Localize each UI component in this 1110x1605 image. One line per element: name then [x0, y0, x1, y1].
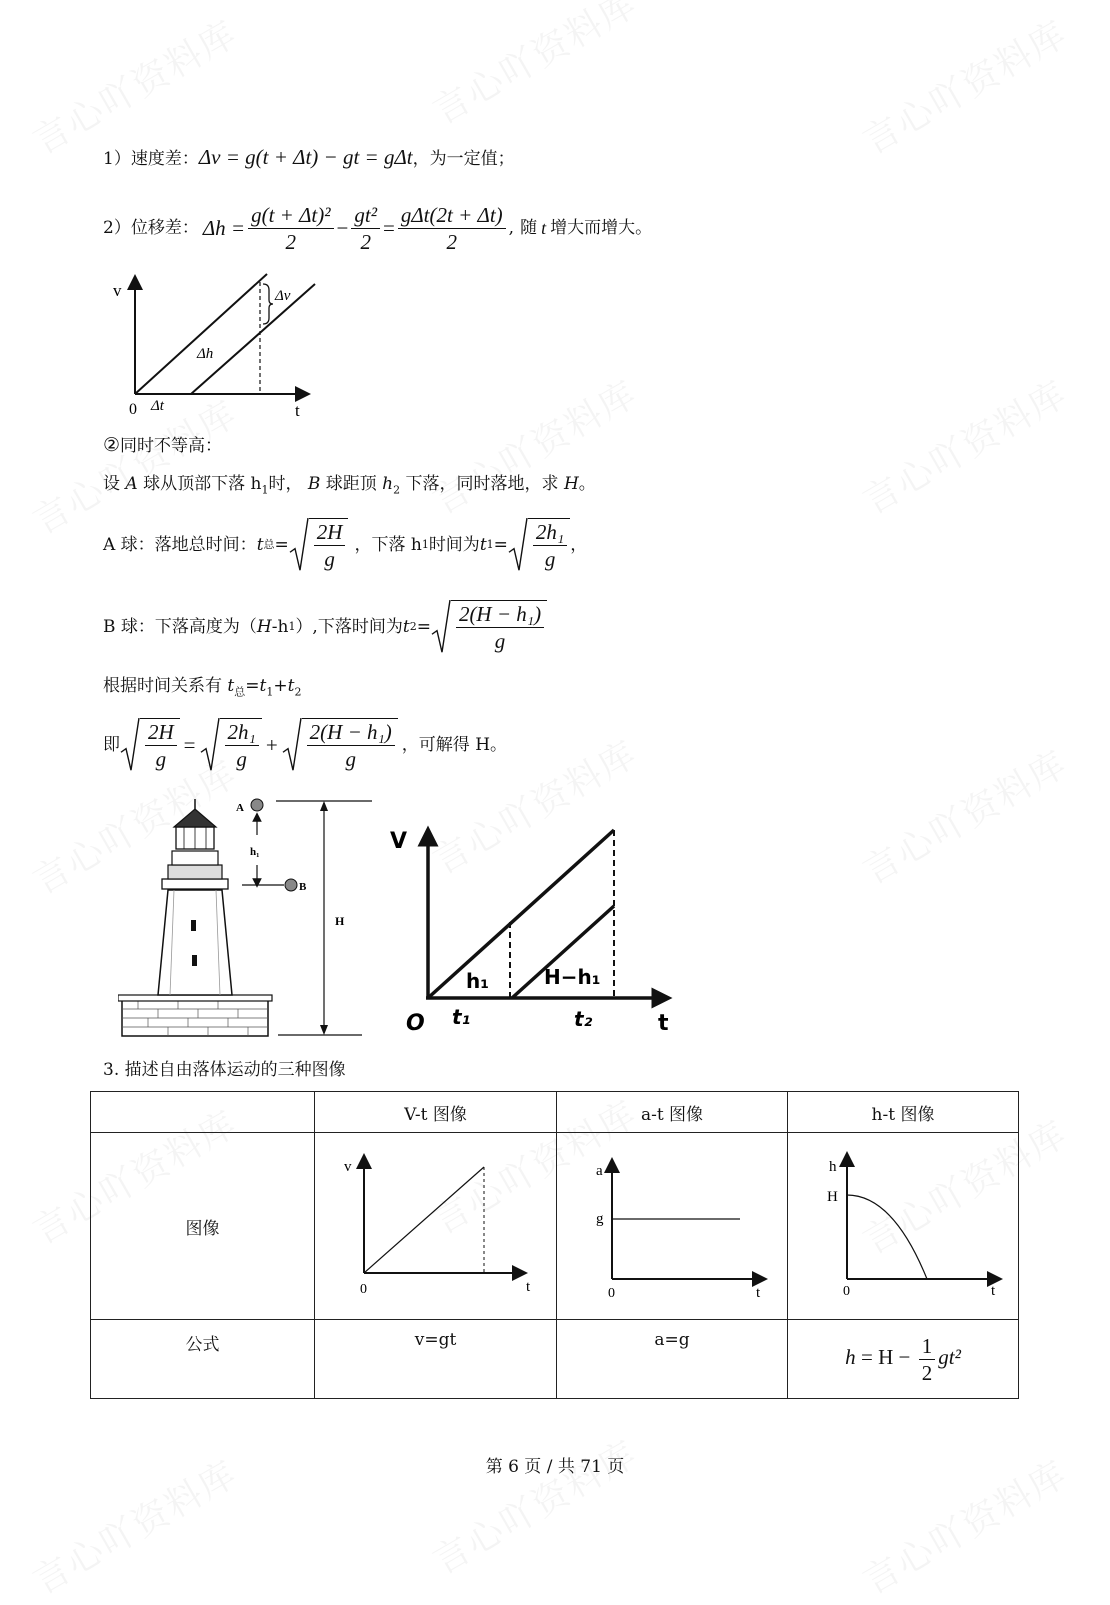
ball-B-label: B: [299, 881, 307, 893]
ball-A-label: A: [236, 802, 244, 814]
equals-sign: =: [274, 535, 289, 555]
page-footer: 第 6 页 / 共 71 页: [485, 1457, 625, 1477]
axis-t-label: t: [756, 1284, 761, 1299]
ballB-H: H: [256, 617, 272, 637]
ht-formula-h: h: [845, 1344, 856, 1369]
solve-line: [103, 712, 507, 778]
ht-graph-cell: [788, 1133, 1019, 1320]
frac-numerator: g(t + Δt)²: [248, 202, 333, 229]
ballB-label: B 球：下落高度为（: [103, 617, 257, 637]
setup-sub: 2: [393, 483, 401, 497]
frac-denominator: 2: [285, 229, 297, 254]
sqrt-2H-h1-over-g: [431, 600, 547, 654]
h1-label: h₁: [466, 969, 489, 993]
solve-suffix: ，可解得 H。: [401, 735, 508, 755]
line-1: [135, 274, 267, 394]
t1-label: t₁: [452, 1005, 471, 1029]
setup-text: 球从顶部下落 h: [143, 474, 262, 494]
setup-A: A: [125, 474, 138, 494]
frac-denominator: g: [155, 747, 167, 771]
watermark: [853, 366, 1076, 524]
t1-t: t: [259, 676, 267, 696]
ballB-line: [103, 594, 547, 660]
watermark: [853, 736, 1076, 894]
relation-text: 根据时间关系有: [103, 676, 222, 696]
ht-formula-cell: [788, 1320, 1019, 1399]
pos-diff-frac1: [248, 202, 333, 255]
equals-sign: =: [183, 733, 196, 757]
setup-text: 时，: [268, 474, 303, 494]
frac-numerator: 2h₁: [533, 519, 567, 546]
sub: 2: [294, 685, 302, 699]
frac-numerator: 2H: [314, 519, 346, 546]
setup-text: 。: [578, 474, 596, 494]
axis-t-label: t: [658, 1011, 669, 1036]
minus-sign: −: [336, 216, 349, 240]
setup-B: B: [307, 474, 321, 494]
axis-a-label: a: [596, 1162, 603, 1179]
sub: 1: [486, 538, 494, 551]
sqrt-2H-over-g: [120, 718, 180, 772]
frac-denominator: g: [345, 747, 356, 771]
ball-A: [251, 799, 263, 811]
pos-diff-frac3: [398, 202, 506, 255]
frac-numerator: 1: [919, 1333, 936, 1360]
ht-formula-tail: gt²: [938, 1344, 961, 1369]
axis-t-label: t: [295, 401, 300, 420]
h1-label: h₁: [250, 846, 260, 858]
dh-label: Δh: [197, 346, 214, 362]
sub-total: 总: [263, 538, 275, 551]
sub: 1: [288, 620, 296, 633]
pos-diff-lhs: Δh =: [202, 216, 246, 240]
setup-text: 设: [103, 474, 120, 494]
table-row: [91, 1133, 1019, 1320]
dv-brace: [263, 284, 273, 324]
t-total-t: t: [227, 676, 235, 696]
frac-denominator: g: [236, 747, 247, 771]
solve-prefix: 即: [103, 735, 120, 755]
table-header-cell: h-t 图像: [788, 1092, 1019, 1133]
origin-label: 0: [129, 401, 137, 418]
setup-H: H: [563, 474, 579, 494]
H-minus-h1-label: H−h₁: [544, 965, 601, 989]
lighthouse-tower: [158, 890, 232, 995]
table-header-row: [91, 1092, 1019, 1133]
ballA-mid: ，下落 h: [354, 535, 422, 555]
plus-sign: +: [265, 733, 278, 757]
t2-t: t: [402, 617, 410, 637]
plus-sign: +: [273, 676, 288, 696]
pos-diff-line: [103, 200, 652, 256]
frac-numerator: gΔt(2t + Δt): [398, 202, 506, 229]
pos-diff-comma: ,: [508, 218, 515, 238]
vt-formula: v=gt: [315, 1320, 557, 1399]
frac-denominator: 2: [360, 229, 371, 254]
table-row: [91, 1320, 1019, 1399]
frac-denominator: 2: [446, 229, 458, 254]
setup-text: 球距顶: [325, 474, 377, 494]
frac-denominator: g: [324, 547, 335, 571]
ballA-end: ，: [570, 535, 588, 555]
ballB-mid: ）,下落时间为: [295, 617, 403, 637]
section2-title: [103, 433, 222, 458]
section2-title-text: 同时不等高：: [120, 436, 223, 456]
origin-label: 0: [359, 1281, 367, 1297]
dv-label: Δv: [275, 288, 291, 304]
sqrt-2h1-over-g: [200, 718, 262, 772]
sub-total: 总: [234, 685, 246, 699]
axis-v-label: V: [390, 829, 408, 854]
section3-title: 3. 描述自由落体运动的三种图像: [103, 1060, 346, 1080]
graph-table: [90, 1091, 1019, 1399]
relation-line: [103, 674, 301, 704]
axis-h-label: h: [829, 1158, 837, 1175]
parabola-curve: [847, 1195, 927, 1279]
setup-text: 下落，同时落地，求: [405, 474, 559, 494]
at-graph: [572, 1149, 772, 1299]
speed-diff-label: 1）速度差：: [103, 149, 199, 169]
table-header-cell: V-t 图像: [315, 1092, 557, 1133]
pos-diff-label: 2）位移差：: [103, 218, 199, 238]
ht-formula-half: [919, 1333, 936, 1386]
ball-B: [285, 879, 297, 891]
vt-graph: [336, 1149, 536, 1299]
axis-v-label: v: [343, 1158, 351, 1175]
t1-t: t: [479, 535, 487, 555]
t-total-t: t: [256, 535, 264, 555]
section2-setup: [103, 472, 596, 502]
g-label: g: [596, 1210, 604, 1227]
setup-h2: h: [382, 474, 394, 494]
t2-t: t: [287, 676, 295, 696]
watermark: [423, 0, 646, 135]
sub: 2: [409, 620, 417, 633]
ballA-label: A 球：落地总时间：: [103, 535, 257, 555]
pos-diff-suffix-b: 随: [520, 218, 538, 238]
axis-t-label: t: [525, 1278, 530, 1295]
vt-graph-cell: [315, 1133, 557, 1320]
frac-denominator: g: [544, 547, 556, 571]
line-2: [191, 284, 315, 394]
speed-diff-formula: Δv = g(t + Δt) − gt = gΔt: [198, 145, 413, 169]
equals-sign: =: [383, 216, 395, 240]
sqrt-2h1-over-g: [508, 518, 570, 572]
sub: 1: [421, 538, 429, 551]
row-label-formula: 公式: [91, 1320, 315, 1399]
frac-numerator: 2(H − h₁): [307, 719, 395, 746]
frac-denominator: g: [494, 629, 506, 653]
equals-sign: =: [245, 676, 260, 696]
frac-denominator: 2: [921, 1360, 933, 1385]
origin-label: O: [406, 1011, 425, 1036]
table-header-cell: [91, 1092, 315, 1133]
pos-diff-suffix-t: t: [541, 218, 547, 238]
at-graph-cell: [557, 1133, 788, 1320]
watermark: [23, 6, 246, 164]
frac-numerator: 2(H − h₁): [456, 601, 544, 628]
ht-formula-eq: = H −: [861, 1344, 911, 1369]
vt-bold-graph: [390, 818, 690, 1040]
H-label: H: [827, 1188, 838, 1205]
at-formula: a=g: [557, 1320, 788, 1399]
lighthouse-illustration: [118, 795, 380, 1040]
dt-label: Δt: [151, 398, 164, 414]
row-label-graph: 图像: [91, 1133, 315, 1320]
watermark: [423, 1426, 646, 1584]
table-header-cell: a-t 图像: [557, 1092, 788, 1133]
H-label: H: [335, 914, 345, 928]
ballB-mid: -h: [271, 617, 289, 637]
setup-sub: 1: [261, 483, 269, 497]
vt-parallel-graph: [105, 270, 345, 420]
sqrt-2H-over-g: [289, 518, 349, 572]
frac-numerator: 2H: [145, 719, 177, 746]
t2-label: t₂: [574, 1007, 593, 1031]
ballA-line: [103, 512, 587, 578]
origin-label: 0: [843, 1283, 850, 1299]
ballA-mid: 时间为: [428, 535, 480, 555]
watermark: [853, 6, 1076, 164]
speed-diff-suffix: ，为一定值；: [412, 149, 515, 169]
axis-v-label: v: [113, 281, 122, 300]
origin-label: 0: [608, 1285, 615, 1299]
axis-t-label: t: [991, 1282, 996, 1299]
frac-numerator: 2h₁: [225, 719, 259, 746]
equals-sign: =: [493, 535, 508, 555]
sqrt-2H-h1-over-g: [282, 718, 398, 772]
pos-diff-suffix-c: 增大而增大。: [550, 218, 653, 238]
speed-diff-line: [103, 145, 515, 171]
equals-sign: =: [416, 617, 431, 637]
sub: 1: [266, 685, 274, 699]
ht-graph: [803, 1149, 1003, 1299]
circle-2-marker: ②: [103, 434, 121, 456]
pos-diff-frac2: [351, 202, 380, 255]
frac-numerator: gt²: [351, 202, 380, 229]
